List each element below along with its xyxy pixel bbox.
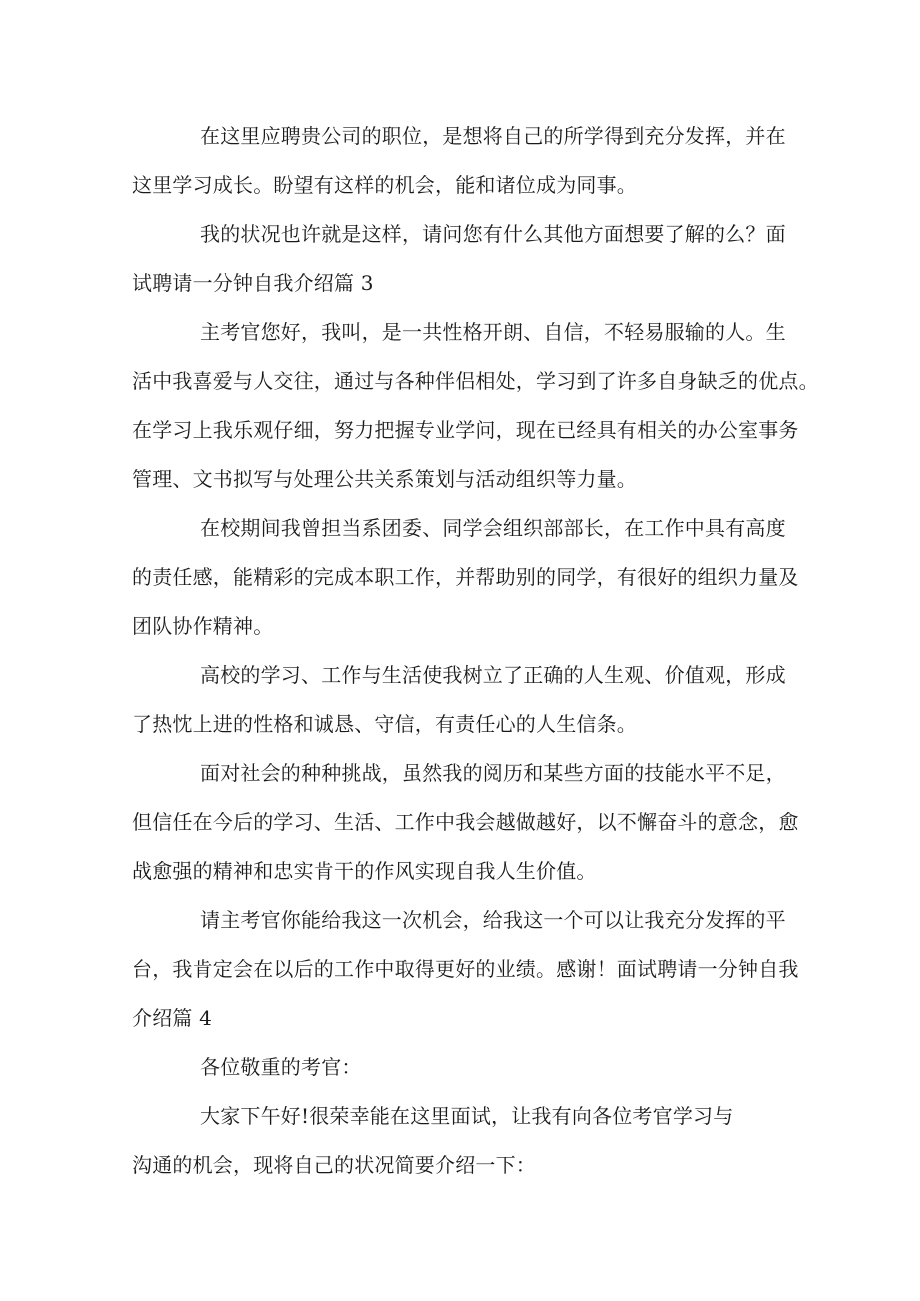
text-line: 面对社会的种种挑战，虽然我的阅历和某些方面的技能水平不足， (200, 761, 786, 785)
section-heading-line: 介绍篇 4 (132, 1006, 213, 1030)
text-line: 战愈强的精神和忠实肯干的作风实现自我人生价值。 (132, 859, 597, 883)
text-line: 这里学习成长。盼望有这样的机会，能和诸位成为同事。 (132, 173, 637, 197)
text-line: 大家下午好!很荣幸能在这里面试，让我有向各位考官学习与 (200, 1104, 734, 1128)
text-line: 在学习上我乐观仔细，努力把握专业学问，现在已经具有相关的办公室事务 (132, 418, 799, 442)
text-line: 我的状况也许就是这样，请问您有什么其他方面想要了解的么？面 (200, 222, 786, 246)
text-line: 在校期间我曾担当系团委、同学会组织部部长，在工作中具有高度 (200, 516, 786, 540)
text-line: 了热忱上进的性格和诚恳、守信，有责任心的人生信条。 (132, 712, 637, 736)
text-line: 高校的学习、工作与生活使我树立了正确的人生观、价值观，形成 (200, 663, 786, 687)
text-line: 在这里应聘贵公司的职位，是想将自己的所学得到充分发挥，并在 (200, 124, 786, 148)
text-line: 请主考官你能给我这一次机会，给我这一个可以让我充分发挥的平 (200, 908, 786, 932)
text-line: 沟通的机会，现将自己的状况简要介绍一下： (132, 1153, 536, 1177)
text-line: 管理、文书拟写与处理公共关系策划与活动组织等力量。 (132, 467, 637, 491)
text-line: 台，我肯定会在以后的工作中取得更好的业绩。感谢！面试聘请一分钟自我 (132, 957, 799, 981)
text-line: 主考官您好，我叫，是一共性格开朗、自信，不轻易服输的人。生 (200, 320, 786, 344)
text-line: 但信任在今后的学习、生活、工作中我会越做越好，以不懈奋斗的意念，愈 (132, 810, 799, 834)
text-line: 团队协作精神。 (132, 614, 274, 638)
section-heading-line: 试聘请一分钟自我介绍篇 3 (132, 271, 374, 295)
text-line: 活中我喜爱与人交往，通过与各种伴侣相处，学习到了许多自身缺乏的优点。 (132, 369, 819, 393)
text-line: 的责任感，能精彩的完成本职工作，并帮助别的同学，有很好的组织力量及 (132, 565, 799, 589)
document-body (132, 112, 819, 1190)
salutation-line: 各位敬重的考官： (200, 1055, 362, 1079)
